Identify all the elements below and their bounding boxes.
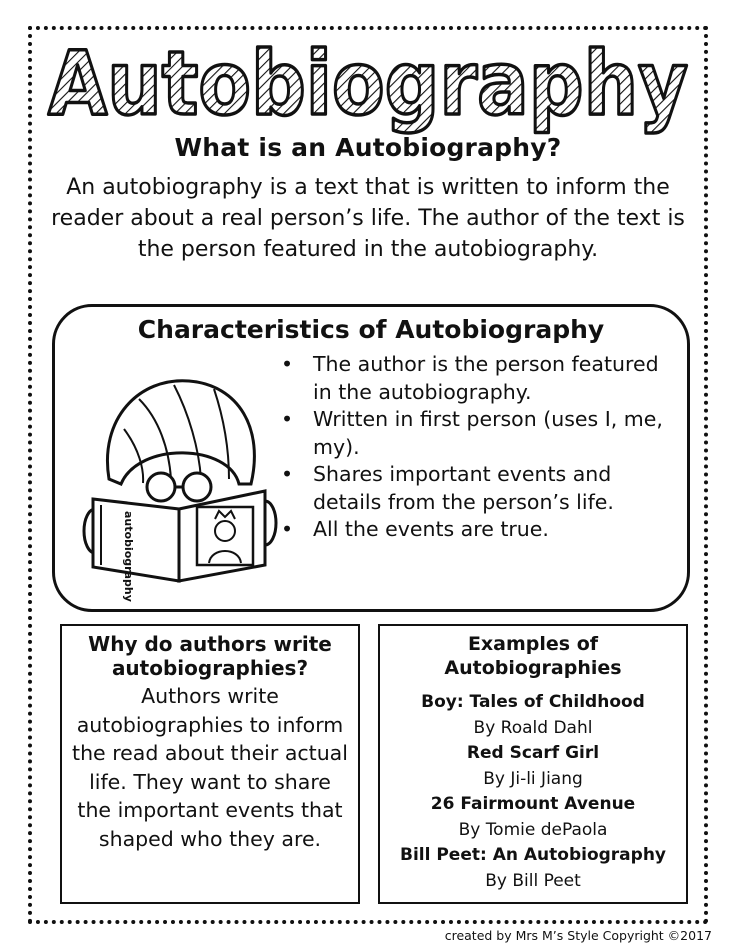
- characteristics-list: [277, 351, 677, 544]
- characteristics-panel: [52, 304, 690, 612]
- intro-paragraph: An autobiography is a text that is written to inform the reader about a real person’s life. The author of the text is the person featured in the autobiography.: [51, 175, 685, 262]
- list-item: • Shares important events and details from the person’s life.: [277, 461, 677, 516]
- book-title: Bill Peet: An Autobiography: [399, 845, 666, 865]
- title-text: Autobiography: [48, 32, 688, 135]
- examples-list: [380, 690, 686, 894]
- book-author: By Bill Peet: [485, 870, 581, 891]
- page-title: [40, 30, 696, 135]
- characteristics-heading: Characteristics of Autobiography: [137, 315, 605, 344]
- book-title: Red Scarf Girl: [466, 743, 600, 763]
- book-spine-label: autobiography: [122, 511, 135, 602]
- subtitle: What is an Autobiography?: [174, 133, 562, 162]
- book-author: By Roald Dahl: [473, 717, 593, 738]
- title-wordart: [40, 30, 696, 135]
- list-item: • Written in first person (uses I, me, my).: [277, 406, 677, 461]
- book-author: By Ji-li Jiang: [483, 768, 583, 789]
- list-item: • All the events are true.: [277, 516, 677, 544]
- why-panel: [60, 624, 360, 904]
- why-heading: Why do authors write autobiographies?: [88, 632, 332, 680]
- book-author: By Tomie dePaola: [458, 819, 608, 840]
- list-item: • The author is the person featured in the autobiography.: [277, 351, 677, 406]
- book-title: 26 Fairmount Avenue: [430, 794, 636, 814]
- reading-girl-illustration: [79, 359, 279, 602]
- why-body: Authors write autobiographies to inform the read about their actual life. They want to share the important events that shaped who they are.: [72, 684, 348, 851]
- examples-heading: Examples of Autobiographies: [444, 633, 622, 679]
- copyright-credit: created by Mrs M’s Style Copyright ©2017: [444, 928, 712, 943]
- examples-panel: [378, 624, 688, 904]
- book-title: Boy: Tales of Childhood: [421, 692, 645, 712]
